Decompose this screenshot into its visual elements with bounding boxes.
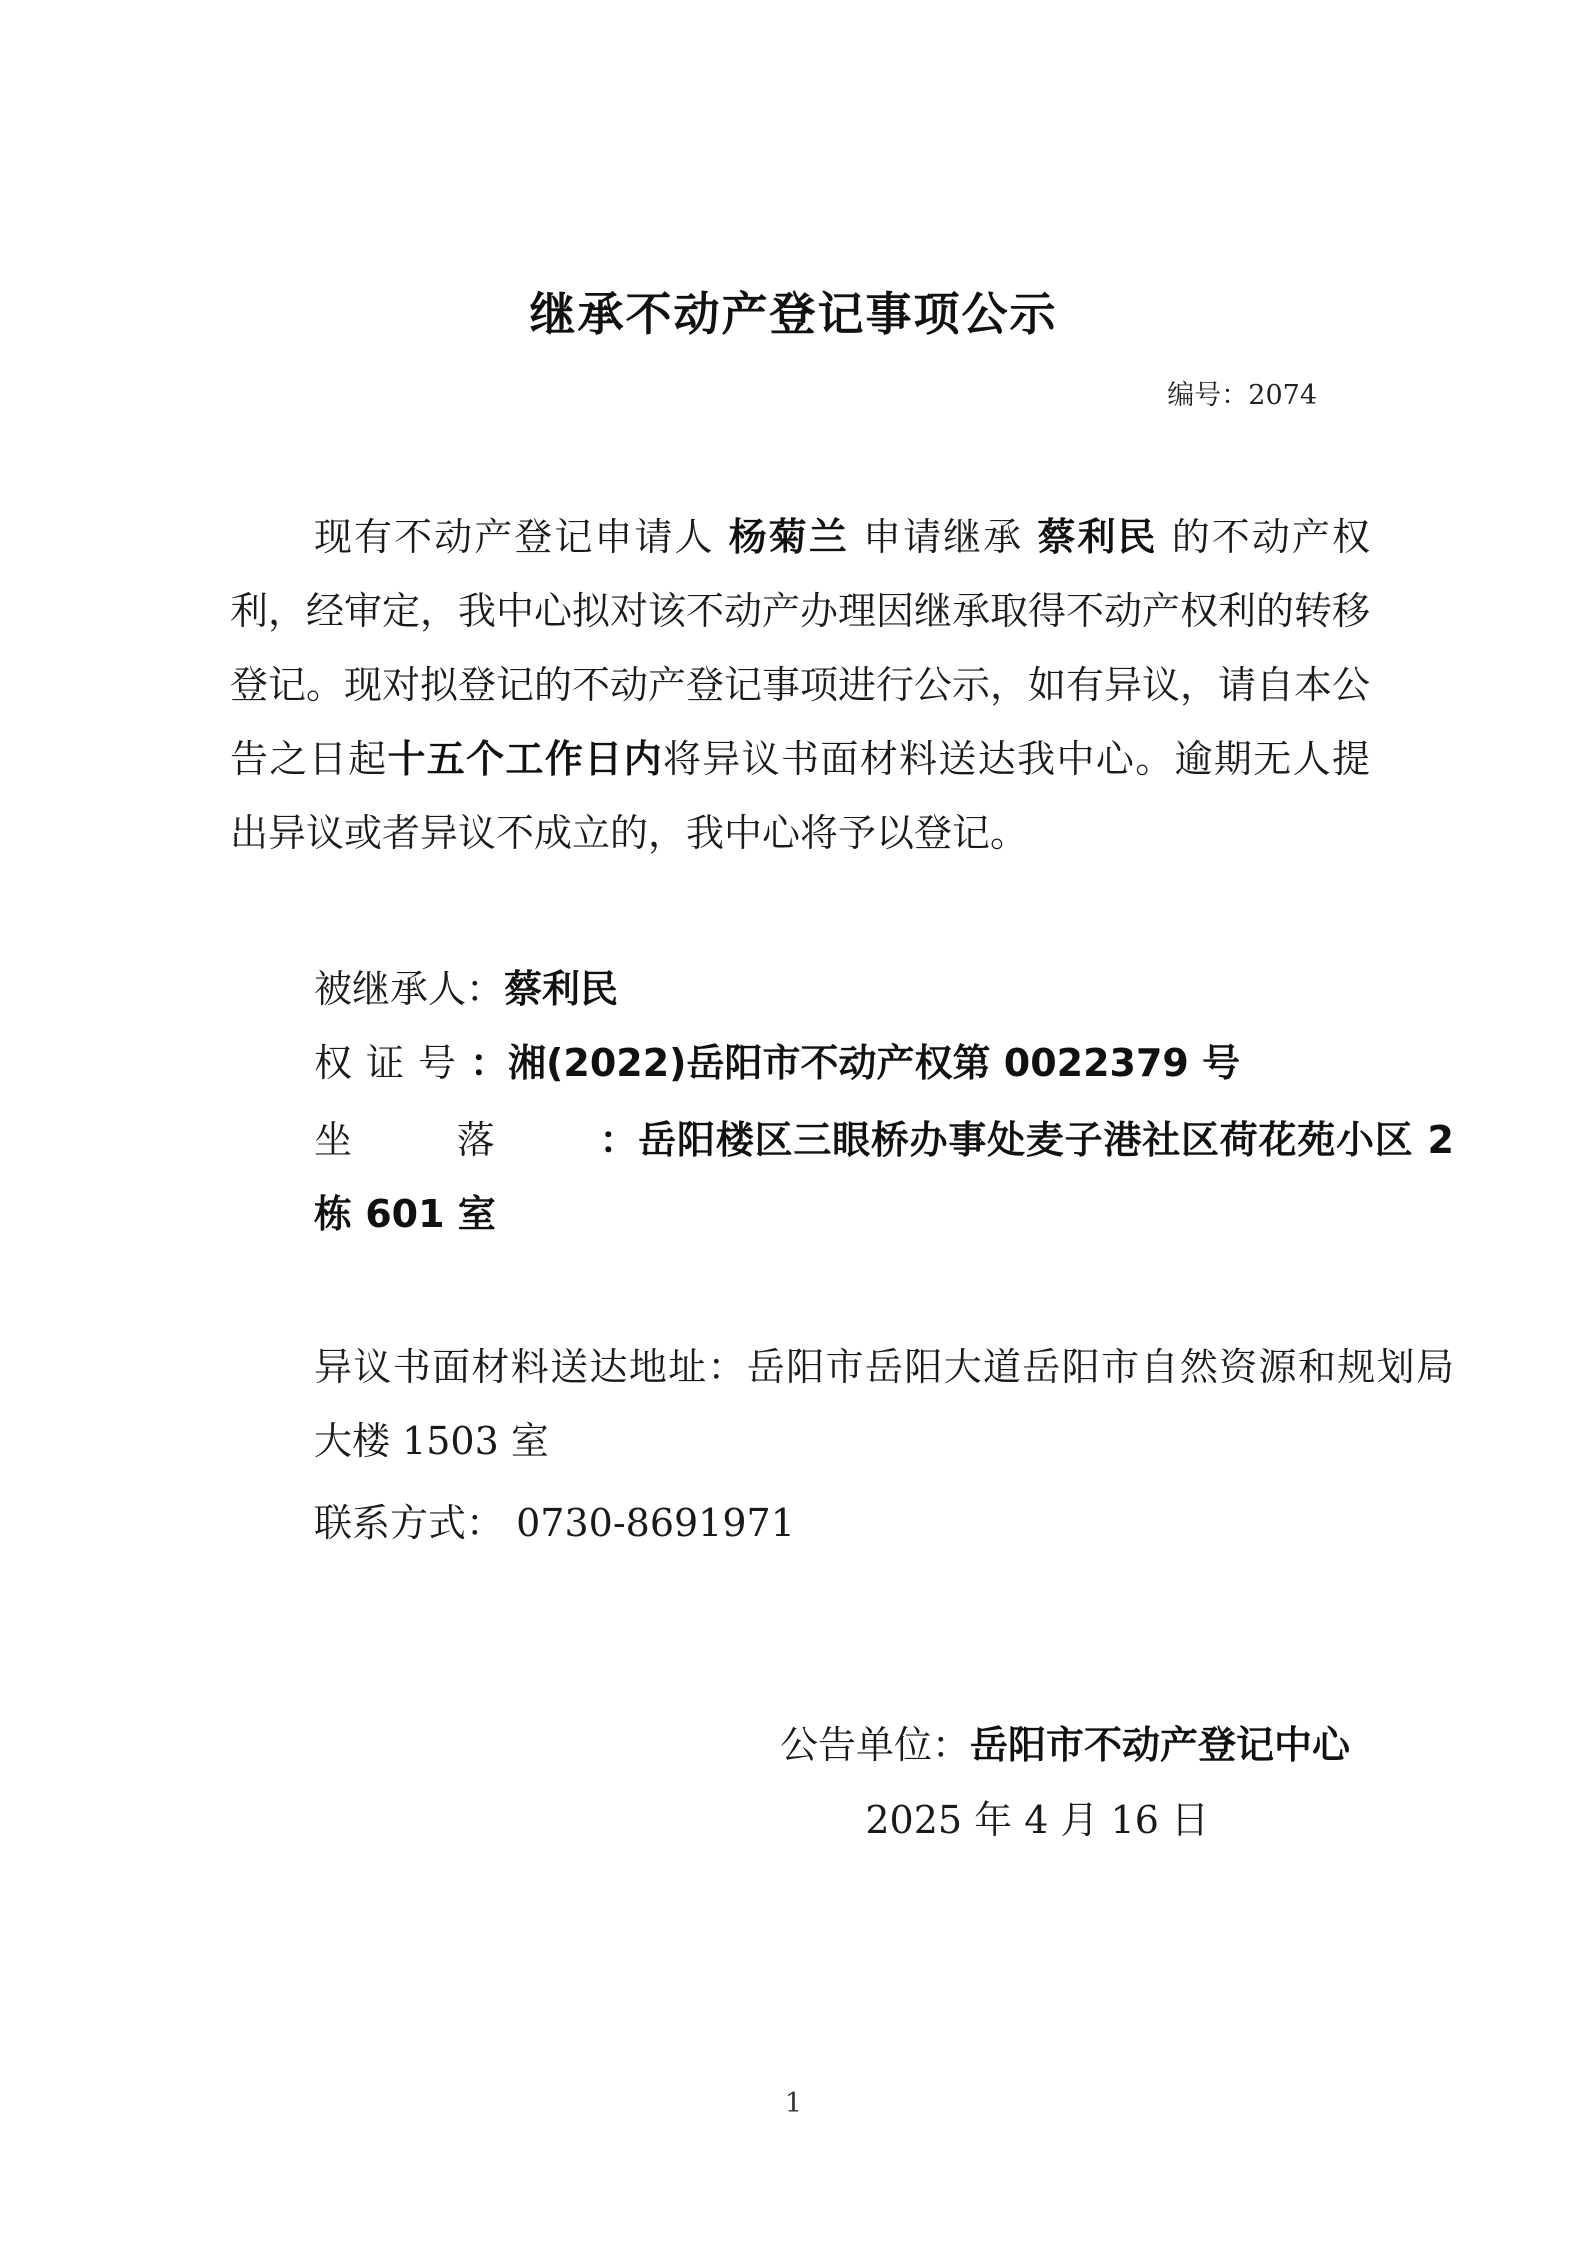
document-number-label: 编号： [1167, 380, 1249, 411]
location-colon: ： [599, 1118, 639, 1162]
publisher-line [780, 1708, 1350, 1782]
document-number-value: 2074 [1248, 380, 1317, 411]
objection-address-value: 岳阳市岳阳大道岳阳市自然资源和规划局大楼 1503 室 [314, 1345, 1454, 1463]
contact-label: 联系方式： [314, 1501, 505, 1545]
objection-address-row [230, 1330, 1454, 1478]
certificate-colon: ： [470, 1041, 509, 1085]
heir-value: 蔡利民 [504, 967, 619, 1011]
location-value: 岳阳楼区三眼桥办事处麦子港社区荷花苑小区 2 栋 601 室 [314, 1118, 1454, 1236]
objection-address-label: 异议书面材料送达地址： [314, 1345, 747, 1389]
page-number: 1 [784, 2088, 803, 2119]
deceased-name: 蔡利民 [1037, 515, 1158, 559]
document-number [1167, 373, 1317, 412]
announcement-date: 2025 年 4 月 16 日 [865, 1798, 1209, 1842]
announcement-text-body: 的不动产权利，经审定，我中心拟对该不动产办理因继承取得不动产权利的转移登记。现对拟登记的不动产登记事项进行公示，如有异议，请自本公告之日起 [230, 515, 1371, 781]
announcement-text-start: 现有不动产登记申请人 [314, 515, 729, 559]
heir-label: 被继承人： [314, 967, 505, 1011]
certificate-row [230, 1026, 1454, 1100]
contact-row [230, 1486, 1454, 1560]
location-row [230, 1103, 1454, 1251]
location-label: 坐落 [314, 1118, 600, 1162]
heir-row [230, 952, 1454, 1026]
contact-phone: 0730-8691971 [516, 1501, 795, 1545]
document-title: 继承不动产登记事项公示 [529, 287, 1058, 341]
publisher-value: 岳阳市不动产登记中心 [969, 1723, 1350, 1767]
announcement-text-end: 将异议书面材料送达我中心。逾期无人提出异议或者异议不成立的，我中心将予以登记。 [230, 737, 1370, 855]
certificate-label: 权证号 [314, 1041, 471, 1085]
objection-deadline: 十五个工作日内 [387, 737, 663, 781]
applicant-name: 杨菊兰 [728, 515, 849, 559]
announcement-paragraph [230, 500, 1370, 870]
publisher-label: 公告单位： [779, 1723, 970, 1767]
certificate-value: 湘(2022)岳阳市不动产权第 0022379 号 [508, 1041, 1241, 1085]
announcement-text-mid: 申请继承 [848, 515, 1038, 559]
